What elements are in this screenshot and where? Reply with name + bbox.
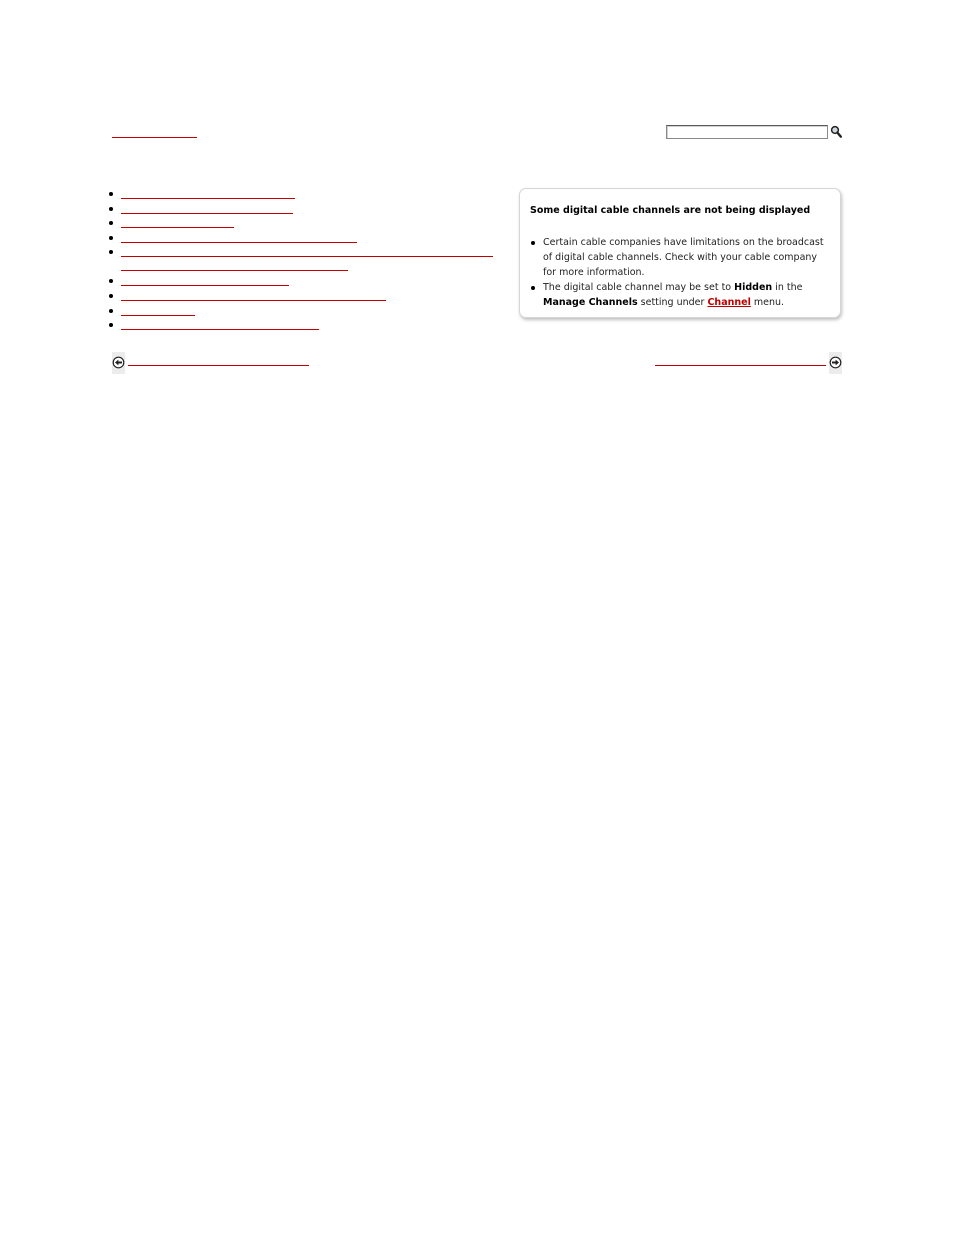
hidden-label: Hidden bbox=[734, 282, 773, 293]
card-list bbox=[530, 235, 832, 310]
list-item[interactable] bbox=[108, 188, 493, 203]
list-item[interactable] bbox=[108, 275, 493, 290]
list-item[interactable] bbox=[108, 305, 493, 320]
info-card bbox=[519, 188, 841, 318]
list-item[interactable] bbox=[108, 319, 493, 334]
card-item-text: Certain cable companies have limitations on the broadcast of digital cable channels. Check with your cable company for more information. bbox=[543, 237, 824, 278]
card-list-item bbox=[530, 235, 832, 280]
card-list-item bbox=[530, 280, 832, 310]
next-page-link[interactable] bbox=[655, 354, 826, 366]
list-item[interactable] bbox=[108, 290, 493, 305]
list-item[interactable] bbox=[108, 203, 493, 218]
link-list bbox=[108, 188, 493, 334]
channel-link[interactable]: Channel bbox=[707, 297, 751, 308]
previous-page-link[interactable] bbox=[128, 354, 309, 366]
arrow-right-circle-icon[interactable] bbox=[829, 352, 842, 374]
card-item-text: setting under bbox=[637, 297, 708, 308]
card-item-text: The digital cable channel may be set to bbox=[543, 282, 735, 293]
list-item[interactable] bbox=[108, 246, 493, 275]
search-input[interactable] bbox=[666, 125, 828, 139]
arrow-left-circle-icon[interactable] bbox=[112, 352, 125, 374]
list-item[interactable] bbox=[108, 217, 493, 232]
card-item-text: in the bbox=[772, 282, 803, 293]
manage-channels-label: Manage Channels bbox=[543, 297, 638, 308]
card-title: Some digital cable channels are not being displayed bbox=[530, 205, 811, 216]
magnifier-icon[interactable] bbox=[830, 124, 842, 138]
top-link[interactable] bbox=[112, 124, 197, 138]
card-item-text: menu. bbox=[750, 297, 785, 308]
list-item[interactable] bbox=[108, 232, 493, 247]
